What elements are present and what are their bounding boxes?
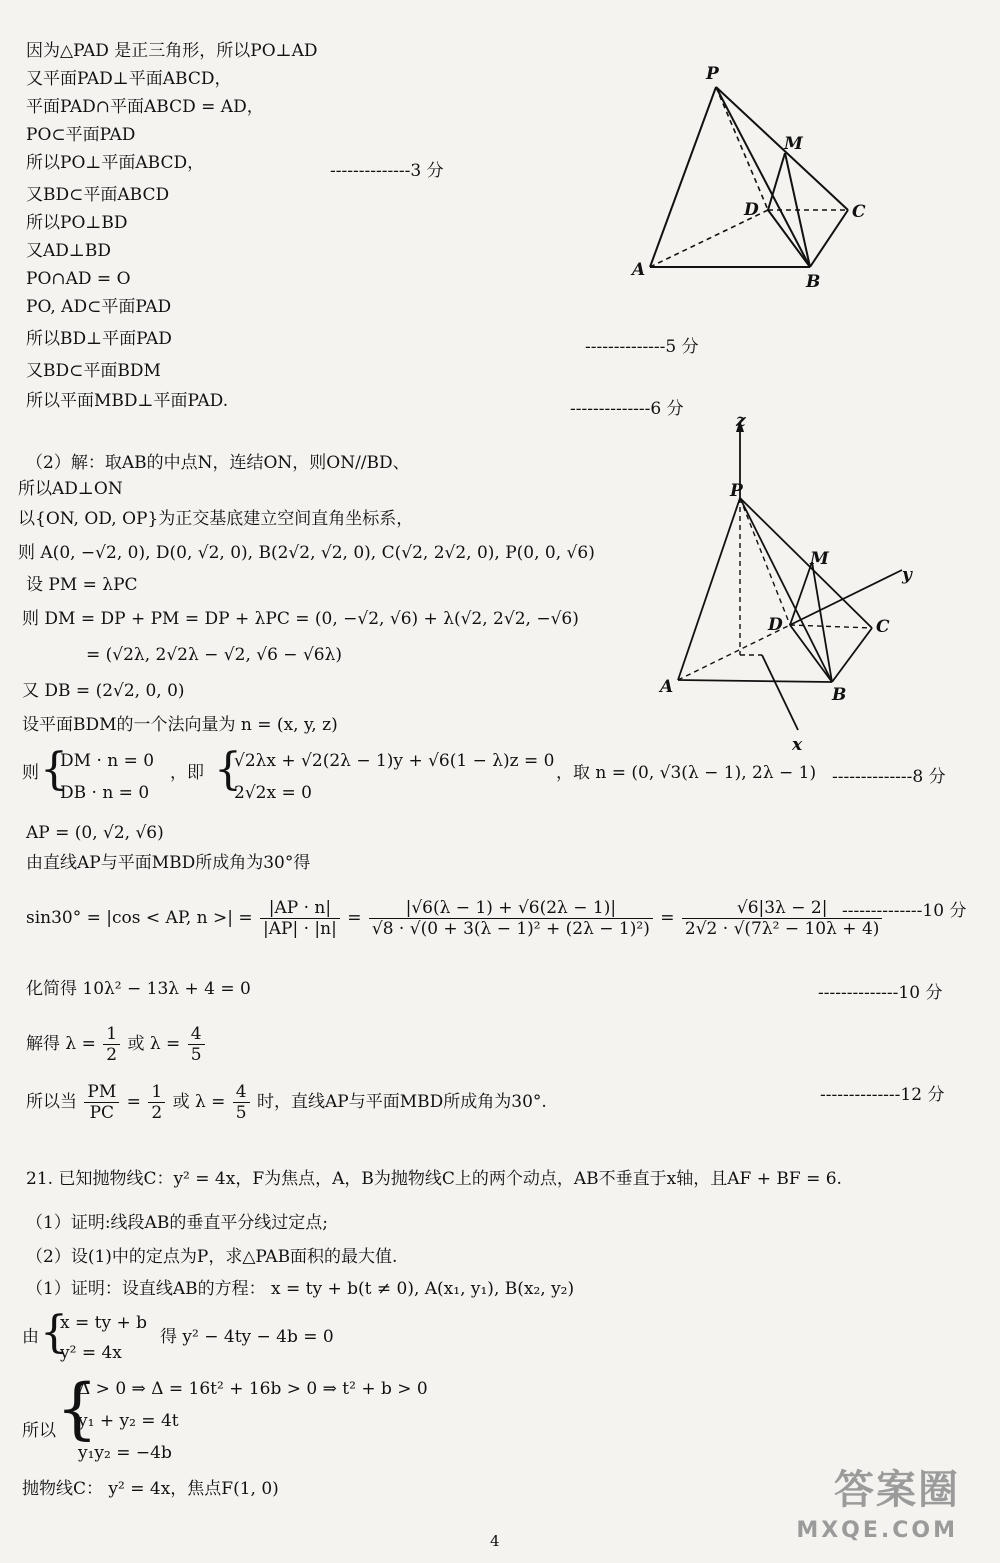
problem-statement: 21. 已知抛物线C：y² = 4x，F为焦点，A，B为抛物线C上的两个动点，AB不垂直于x轴，且AF + BF = 6. [26,1169,842,1189]
text-line: 又BD⊂平面BDM [26,361,161,381]
score-mark: --------------3 分 [330,161,444,181]
label-D: D [768,615,783,635]
watermark-logo: 答案圈 [834,1467,960,1513]
score-mark: --------------10 分 [842,901,967,921]
text-line: 设平面BDM的一个法向量为 n = (x, y, z) [22,715,338,735]
text-line: 则 DM = DP + PM = DP + λPC = (0, −√2, √6) + λ(√2, 2√2, −√6) [22,609,579,629]
text-line: 抛物线C： y² = 4x，焦点F(1, 0) [22,1479,279,1499]
fraction: $\frac{4}{5}$ [188,1024,205,1065]
label-M: M [810,549,829,569]
text-line: 因为△PAD 是正三角形，所以PO⊥AD [26,41,318,61]
watermark-url: MXQE.COM [796,1518,958,1543]
equation-line: y₁y₂ = −4b [78,1443,172,1463]
text-line: 所以PO⊥平面ABCD， [26,153,205,173]
label-B: B [832,685,847,705]
text-line: 所以平面MBD⊥平面PAD. [26,391,229,411]
score-mark: --------------8 分 [832,767,946,787]
equation-line: √2λx + √2(2λ − 1)y + √6(1 − λ)z = 0 [234,751,555,771]
fraction: $\frac{1}{2}$ [103,1024,120,1065]
text-line: 则 [22,763,39,783]
fraction: $\frac{1}{2}$ [148,1082,165,1123]
text-line: 所以PO⊥BD [26,213,128,233]
equation-line: 得 y² − 4ty − 4b = 0 [160,1327,334,1347]
label-A: A [660,677,674,697]
text-line: 又BD⊂平面ABCD [26,185,170,205]
text-line: ，即 [170,763,204,783]
equation-line: y₁ + y₂ = 4t [78,1411,179,1431]
text-line: 又 DB = (2√2, 0, 0) [22,681,185,701]
text-line: （1）证明:线段AB的垂直平分线过定点; [26,1213,329,1233]
sin-lhs: sin30° = |cos < AP, n >| = [26,908,253,928]
text-line: （2）设(1)中的定点为P，求△PAB面积的最大值. [26,1247,398,1267]
score-mark: --------------5 分 [585,337,699,357]
text-line: ，取 n = (0, √3(λ − 1), 2λ − 1) [556,763,817,783]
score-mark: --------------6 分 [570,399,684,419]
fraction: $\frac{|√6(\lambda - 1) + √6(2\lambda - 1)|}{\text{√8 · √(0 + 3(λ − 1)² + (2λ − 1)²)}}$ [369,898,653,939]
text-line: （1）证明：设直线AB的方程： x = ty + b(t ≠ 0), A(x₁, y₁), B(x₂, y₂) [26,1279,575,1299]
brace-symbol: { [214,744,242,795]
label-A: A [632,260,646,280]
label-C: C [876,617,890,637]
text-line: 以{ON, OD, OP}为正交基底建立空间直角坐标系， [18,509,414,529]
text-line: 则 A(0, −√2, 0), D(0, √2, 0), B(2√2, √2, 0), C(√2, 2√2, 0), P(0, 0, √6) [18,543,595,563]
brace-symbol: { [40,744,68,795]
equation-line: DB · n = 0 [60,783,150,803]
text-line: 由 [22,1327,39,1347]
page-number: 4 [490,1532,500,1550]
brace-symbol: { [40,1307,68,1358]
equation-line: 2√2x = 0 [234,783,312,803]
fraction: $\frac{PM}{PC}$ [84,1082,119,1123]
label-D: D [744,200,759,220]
label-x: x [792,735,803,755]
equation-line: x = ty + b [60,1313,148,1333]
text-line: 所以 [22,1421,56,1441]
text-line: 由直线AP与平面MBD所成角为30°得 [26,853,311,873]
text-line: 又AD⊥BD [26,241,112,261]
text-line: = (√2λ, 2√2λ − √2, √6 − √6λ) [86,645,343,665]
pyramid-figure [620,55,880,295]
fraction: $\frac{4}{5}$ [233,1082,250,1123]
label-y: y [902,565,912,585]
text-line: 又平面PAD⊥平面ABCD， [26,69,232,89]
equation-line: y² = 4x [60,1343,122,1363]
equation-line: 所以当 $\frac{PM}{PC}$ = $\frac{1}{2}$ 或 λ = $\frac{4}{5}$ 时，直线AP与平面MBD所成角为30°. [26,1082,547,1123]
label-P: P [706,64,719,84]
label-M: M [784,134,803,154]
equation-line: Δ > 0 ⇒ Δ = 16t² + 16b > 0 ⇒ t² + b > 0 [78,1379,428,1399]
brace-symbol: { [56,1370,98,1447]
text-line: （2）解：取AB的中点N，连结ON，则ON//BD、 [26,453,410,473]
fraction: $\frac{|AP \cdot n|}{|AP| \cdot |n|}$ [260,898,340,939]
text-line: 设 PM = λPC [26,575,138,595]
label-P: P [730,481,743,501]
label-B: B [806,272,821,292]
text-line: 平面PAD∩平面ABCD = AD， [26,97,264,117]
text-line: PO⊂平面PAD [26,125,136,145]
fraction: $\frac{√6|3\lambda - 2|}{\text{2√2 · √(7λ² − 10λ + 4)}}$ [682,898,883,939]
equation-line: 解得 λ = $\frac{1}{2}$ 或 λ = $\frac{4}{5}$ [26,1024,207,1065]
text-line: PO∩AD = O [26,269,131,289]
equation-line: DM · n = 0 [60,751,155,771]
text-line: 化简得 10λ² − 13λ + 4 = 0 [26,979,251,999]
label-z: z [736,411,746,431]
label-C: C [852,202,866,222]
score-mark: --------------10 分 [818,983,943,1003]
text-line: 所以AD⊥ON [18,479,123,499]
text-line: 所以BD⊥平面PAD [26,329,172,349]
text-line: PO, AD⊂平面PAD [26,297,172,317]
score-mark: --------------12 分 [820,1085,945,1105]
equation-line: sin30° = |cos < AP, n >| = $\frac{|AP \cdot n|}{|AP| \cdot |n|}$ = $\frac{|√6(\lambda - 1) + √6(2\lambda - 1)|}{\text{√8 · √(0 + 3(λ − 1)² + (2λ − 1)²)}}$ = $\frac{√6|3\lambda - 2|}{\text{2√2 · √(7λ² − 10λ + 4)}}$ [26,898,884,939]
coordinate-pyramid-figure [640,400,940,760]
text-line: AP = (0, √2, √6) [26,823,164,843]
